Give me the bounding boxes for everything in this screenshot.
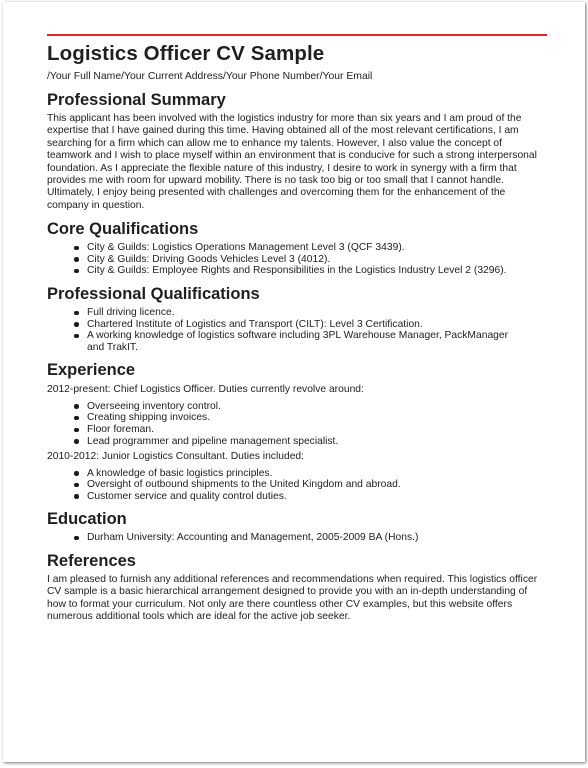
list-item-text: Full driving licence. — [87, 307, 175, 319]
job1-intro: 2012-present: Chief Logistics Officer. Duties currently revolve around: — [47, 384, 364, 396]
job1-duties-list — [47, 401, 527, 447]
list-item — [47, 412, 527, 424]
list-item-text: Durham University: Accounting and Management, 2005-2009 BA (Hons.) — [87, 532, 419, 544]
list-item-text: Oversight of outbound shipments to the United Kingdom and abroad. — [87, 479, 401, 491]
bullet-icon — [74, 322, 79, 327]
list-item — [47, 330, 527, 353]
list-item — [47, 401, 527, 413]
list-item-text: A working knowledge of logistics software including 3PL Warehouse Manager, PackManager and TrakIT. — [87, 330, 509, 353]
heading-core-qualifications: Core Qualifications — [47, 220, 199, 239]
contact-line: /Your Full Name/Your Current Address/Your Phone Number/Your Email — [47, 71, 373, 82]
list-item — [47, 254, 527, 266]
references-text: I am pleased to furnish any additional references and recommendations when required. This logistics officer CV sample is a basic hierarchical arrangement designed to provide you with an in-depth understanding of how to format your curriculum. Not only are there countless other CV examples, but this website offers numerous additional tools which are ideal for the active job seeker. — [47, 573, 538, 623]
professional-qualifications-list — [47, 307, 527, 353]
heading-professional-qualifications: Professional Qualifications — [47, 285, 260, 304]
list-item-text: Creating shipping invoices. — [87, 412, 211, 424]
list-item-text: Chartered Institute of Logistics and Transport (CILT): Level 3 Certification. — [87, 318, 423, 330]
list-item-text: City & Guilds: Employee Rights and Responsibilities in the Logistics Industry Level 2 (3296). — [87, 265, 507, 277]
list-item — [47, 436, 527, 448]
heading-experience: Experience — [47, 361, 136, 380]
core-qualifications-list — [47, 242, 527, 277]
summary-text: This applicant has been involved with the logistics industry for more than six years and I am proud of the expertise that I have gained during this time. Having obtained all of the most relevant certifications, I am searching for a firm which can allow me to enhance my talents. However, I also value the concept of teamwork and I wish to place myself within an environment that is conducive for such a strong interpersonal foundation. As I appreciate the flexible nature of this industry, I desire to work in synergy with a firm that provides me with room for upward mobility. There is no task too big or too small that I cannot handle. Ultimately, I enjoy being presented with challenges and overcoming them for the enhancement of the company in question. — [47, 113, 537, 211]
list-item — [47, 242, 527, 254]
bullet-icon — [74, 404, 79, 409]
list-item-text: City & Guilds: Driving Goods Vehicles Level 3 (4012). — [87, 253, 331, 265]
list-item-text: Lead programmer and pipeline management specialist. — [87, 435, 339, 447]
list-item — [47, 424, 527, 436]
bullet-icon — [74, 483, 79, 488]
list-item — [47, 532, 527, 544]
bullet-icon — [74, 269, 79, 274]
bullet-icon — [74, 246, 79, 251]
bullet-icon — [74, 439, 79, 444]
cv-page — [3, 2, 585, 762]
education-list — [47, 532, 527, 544]
list-item — [47, 491, 527, 503]
bullet-icon — [74, 334, 79, 339]
title-accent-line — [47, 34, 547, 36]
list-item — [47, 265, 527, 277]
list-item-text: Overseeing inventory control. — [87, 400, 221, 412]
bullet-icon — [74, 536, 79, 541]
bullet-icon — [74, 311, 79, 316]
job2-intro: 2010-2012: Junior Logistics Consultant. Duties included: — [47, 451, 305, 463]
bullet-icon — [74, 428, 79, 433]
list-item-text: A knowledge of basic logistics principles. — [87, 467, 273, 479]
list-item-text: Customer service and quality control duties. — [87, 490, 287, 502]
list-item-text: City & Guilds: Logistics Operations Management Level 3 (QCF 3439). — [87, 242, 405, 254]
list-item — [47, 307, 527, 319]
list-item — [47, 468, 527, 480]
bullet-icon — [74, 257, 79, 262]
list-item — [47, 479, 527, 491]
heading-references: References — [47, 551, 136, 570]
list-item — [47, 319, 527, 331]
cv-title: Logistics Officer CV Sample — [47, 42, 325, 65]
list-item-text: Floor foreman. — [87, 424, 154, 435]
job2-duties-list — [47, 468, 527, 503]
heading-education: Education — [47, 510, 127, 529]
heading-professional-summary: Professional Summary — [47, 91, 226, 109]
bullet-icon — [74, 416, 79, 421]
bullet-icon — [74, 471, 79, 476]
bullet-icon — [74, 494, 79, 499]
